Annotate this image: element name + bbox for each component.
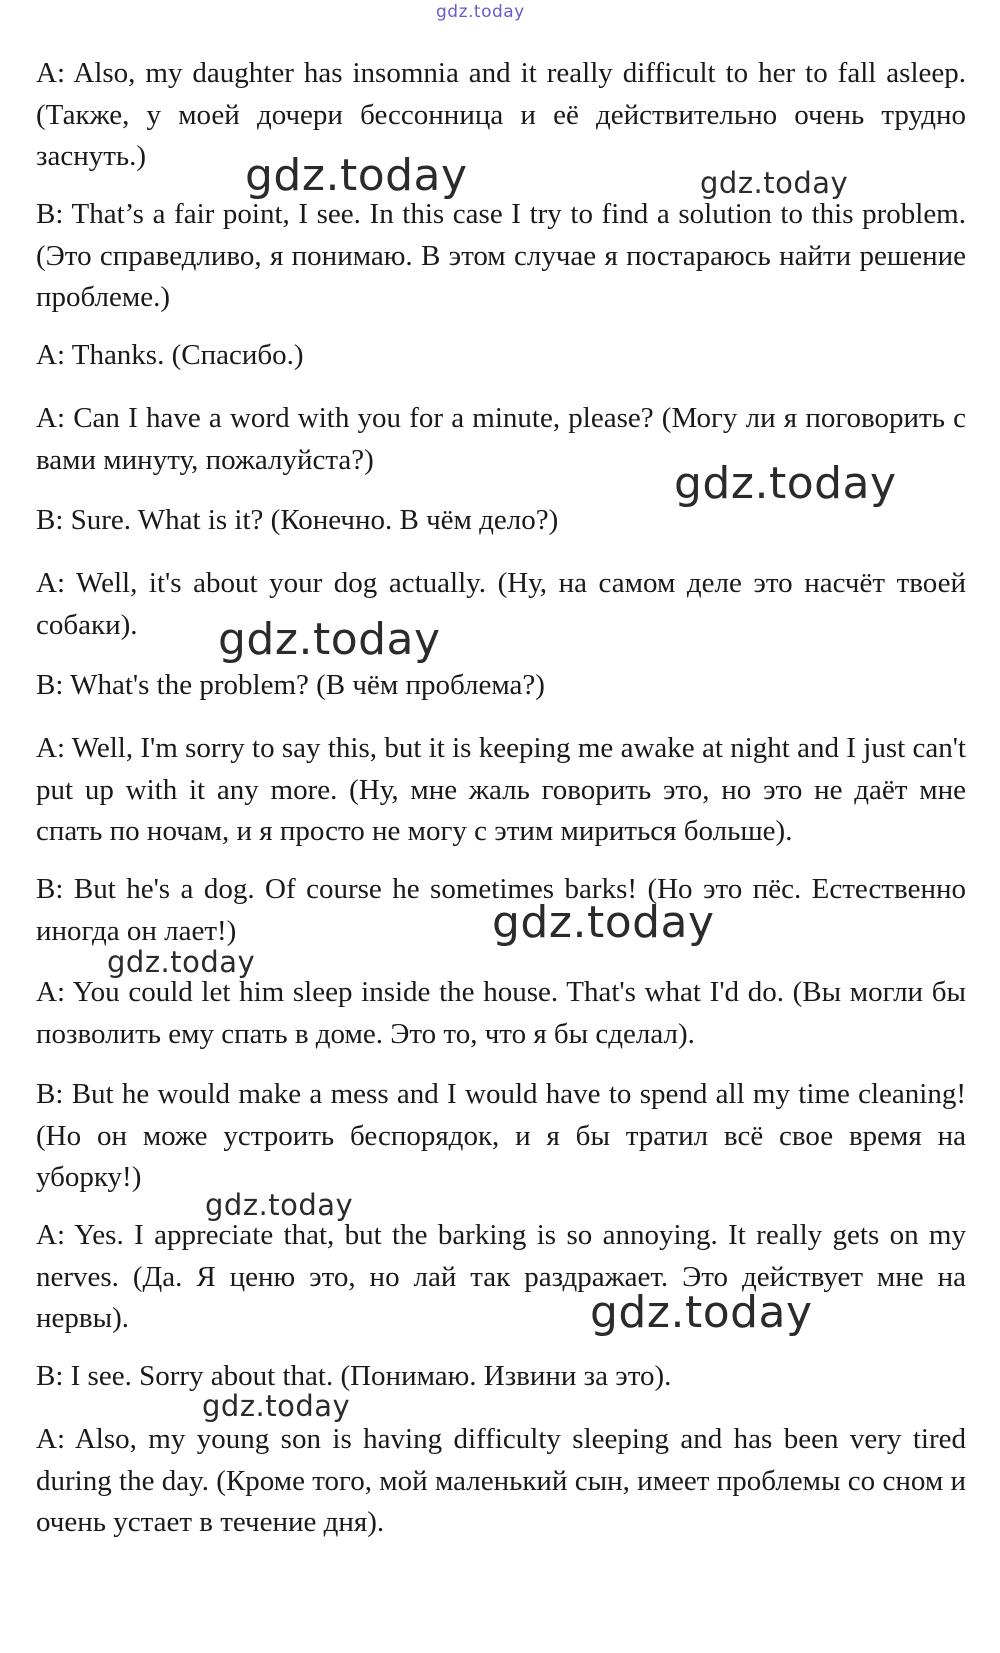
dialogue-line-1: A: Also, my daughter has insomnia and it really difficult to her to fall asleep. (Также, у моей дочери бессонница и её действительно очень трудно заснуть.): [36, 57, 966, 172]
watermark-7: gdz.today: [205, 1188, 354, 1222]
dialogue-line-7: B: What's the problem? (В чём проблема?): [36, 669, 545, 701]
watermark-3: gdz.today: [674, 458, 897, 509]
dialogue-line-8: A: Well, I'm sorry to say this, but it is keeping me awake at night and I just can't put up with it any more. (Ну, мне жаль говорить это, но это не даёт мне спать по ночам, и я просто не могу с этим мириться больше).: [36, 732, 966, 847]
dialogue-line-6: A: Well, it's about your dog actually. (Ну, на самом деле это насчёт твоей собаки).: [36, 567, 966, 641]
dialogue-page: [36, 0, 966, 1653]
watermark-5: gdz.today: [492, 897, 715, 948]
watermark-8: gdz.today: [590, 1287, 813, 1338]
dialogue-line-10: A: You could let him sleep inside the house. That's what I'd do. (Вы могли бы позволить ему спать в доме. Это то, что я бы сделал).: [36, 976, 966, 1050]
dialogue-line-14: A: Also, my young son is having difficulty sleeping and has been very tired during the day. (Кроме того, мой маленький сын, имеет проблемы со сном и очень устает в течение дня).: [36, 1423, 966, 1538]
dialogue-line-9: B: But he's a dog. Of course he sometimes barks! (Но это пёс. Естественно иногда он лает!): [36, 873, 966, 947]
watermark-4: gdz.today: [218, 614, 441, 665]
watermark-9: gdz.today: [202, 1389, 351, 1423]
watermark-1: gdz.today: [245, 150, 468, 201]
dialogue-line-5: B: Sure. What is it? (Конечно. В чём дело?): [36, 504, 559, 536]
dialogue-line-13: B: I see. Sorry about that. (Понимаю. Извини за это).: [36, 1360, 672, 1392]
dialogue-line-2: B: That’s a fair point, I see. In this case I try to find a solution to this problem. (Это справедливо, я понимаю. В этом случае я постараюсь найти решение проблеме.): [36, 198, 966, 313]
dialogue-line-3: A: Thanks. (Спасибо.): [36, 339, 304, 371]
dialogue-line-4: A: Can I have a word with you for a minute, please? (Могу ли я поговорить с вами минуту, пожалуйста?): [36, 402, 966, 476]
watermark-6: gdz.today: [107, 945, 256, 979]
watermark-top: gdz.today: [436, 2, 525, 22]
dialogue-line-12: A: Yes. I appreciate that, but the barking is so annoying. It really gets on my nerves. (Да. Я ценю это, но лай так раздражает. Это действует мне на нервы).: [36, 1219, 966, 1334]
watermark-2: gdz.today: [700, 166, 849, 200]
dialogue-line-11: B: But he would make a mess and I would have to spend all my time cleaning! (Но он може устроить беспорядок, и я бы тратил всё свое время на уборку!): [36, 1078, 966, 1193]
